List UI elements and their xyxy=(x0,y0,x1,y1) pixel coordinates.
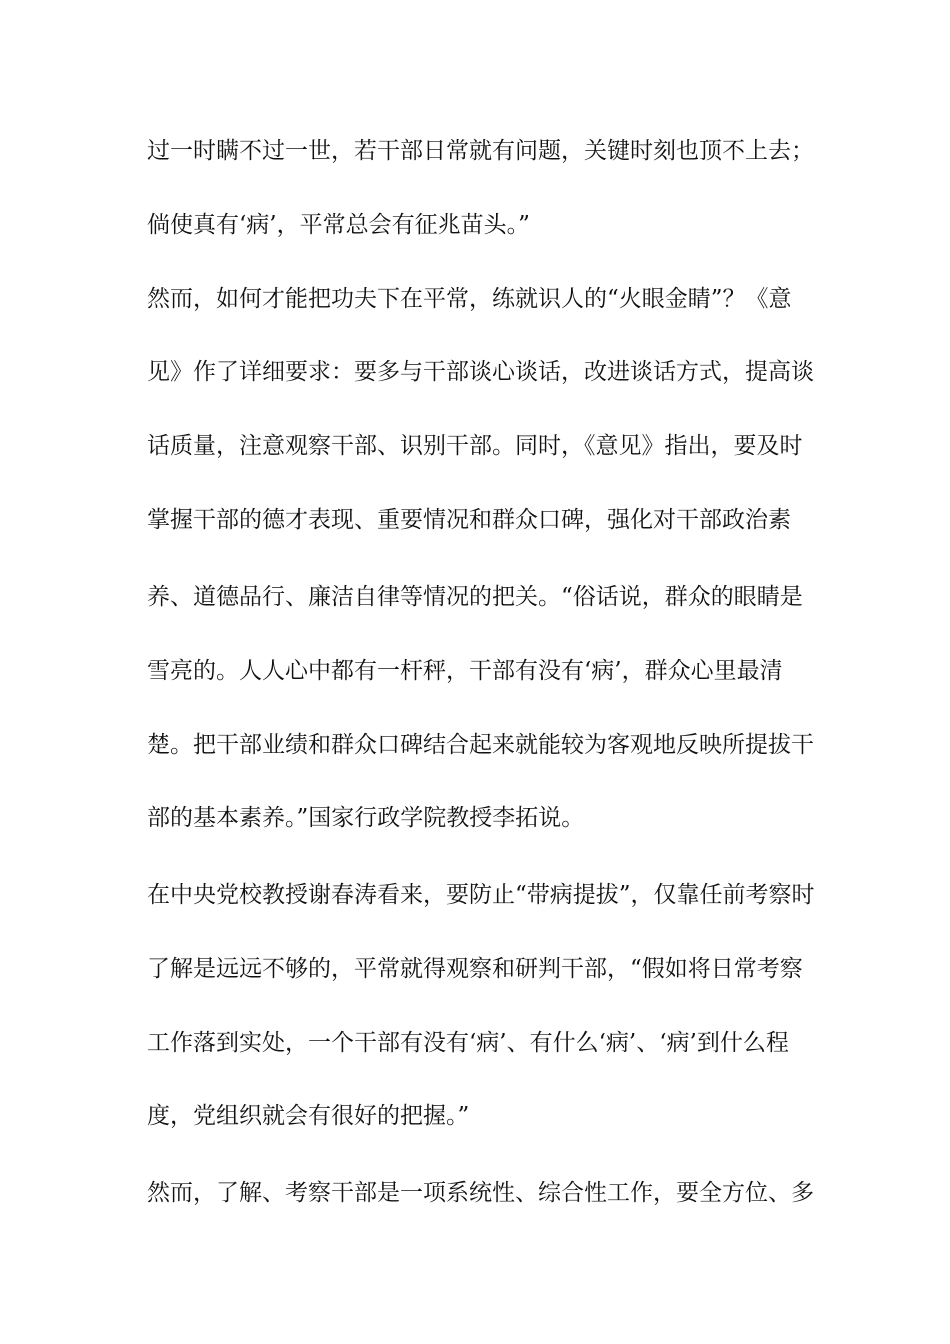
text-line-12: 了解是远远不够的，平常就得观察和研判干部，“假如将日常考察 xyxy=(147,956,803,982)
text-line-1: 过一时瞒不过一世，若干部日常就有问题，关键时刻也顶不上去； xyxy=(147,138,814,164)
text-line-3: 然而，如何才能把功夫下在平常，练就识人的“火眼金睛”？《意 xyxy=(147,286,792,312)
text-line-13: 工作落到实处，一个干部有没有‘病’、有什么‘病’、‘病’到什么程 xyxy=(147,1030,789,1056)
text-line-5: 话质量，注意观察干部、识别干部。同时，《意见》指出，要及时 xyxy=(147,433,803,459)
text-line-10: 部的基本素养。”国家行政学院教授李拓说。 xyxy=(147,805,585,831)
text-line-9: 楚。把干部业绩和群众口碑结合起来就能较为客观地反映所提拔干 xyxy=(147,732,814,758)
text-line-4: 见》作了详细要求：要多与干部谈心谈话，改进谈话方式，提高谈 xyxy=(147,359,814,385)
text-line-14: 度，党组织就会有很好的把握。” xyxy=(147,1103,470,1129)
text-line-11: 在中央党校教授谢春涛看来，要防止“带病提拔”，仅靠任前考察时 xyxy=(147,882,815,908)
text-line-2: 倘使真有‘病’，平常总会有征兆苗头。” xyxy=(147,212,530,238)
text-line-8: 雪亮的。人人心中都有一杆秤，干部有没有‘病’，群众心里最清 xyxy=(147,658,783,684)
text-line-7: 养、道德品行、廉洁自律等情况的把关。“俗话说，群众的眼睛是 xyxy=(147,584,803,610)
text-line-15: 然而，了解、考察干部是一项系统性、综合性工作，要全方位、多 xyxy=(147,1180,814,1206)
text-line-6: 掌握干部的德才表现、重要情况和群众口碑，强化对干部政治素 xyxy=(147,507,791,533)
